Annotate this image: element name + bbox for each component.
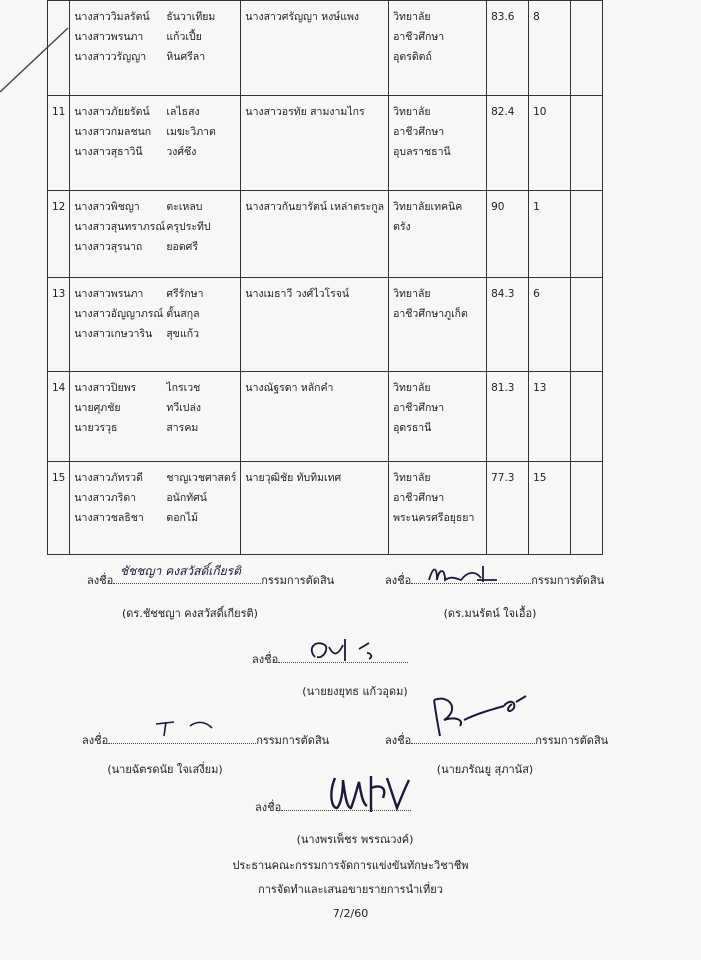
table-row bbox=[48, 462, 603, 555]
member-name bbox=[74, 122, 236, 142]
member-last-name: ยอดศรี bbox=[166, 241, 198, 253]
member-first-name: นายวรวุธ bbox=[74, 422, 118, 434]
blank-cell bbox=[571, 372, 603, 462]
role-label: กรรมการตัดสิน bbox=[531, 574, 605, 587]
score-cell: 83.6 bbox=[487, 1, 529, 96]
score-cell: 84.3 bbox=[487, 278, 529, 372]
member-first-name: นางสาวภริดา bbox=[74, 492, 137, 504]
blank-cell bbox=[571, 1, 603, 96]
member-name bbox=[74, 488, 236, 508]
chair-handwritten-signature bbox=[325, 768, 415, 816]
member-last-name: หินศรีลา bbox=[166, 51, 206, 63]
teacher-cell: นางสาวศรัญญา หงษ์แพง bbox=[241, 1, 389, 96]
teacher-cell: นางเมธาวี วงศ์ไวโรจน์ bbox=[241, 278, 389, 372]
member-last-name: สารคม bbox=[166, 422, 199, 434]
role-label: กรรมการตัดสิน bbox=[261, 574, 335, 587]
row-number-cell bbox=[48, 1, 70, 96]
score-cell: 82.4 bbox=[487, 96, 529, 191]
member-name bbox=[74, 284, 236, 304]
blank-cell bbox=[571, 278, 603, 372]
chair-name: (นางพรเพ็ชร พรรณวงค์) bbox=[296, 833, 414, 846]
sign-label: ลงชื่อ bbox=[255, 801, 282, 814]
school-cell bbox=[389, 1, 487, 96]
member-first-name: นางสาวภัทรวดี bbox=[74, 472, 143, 484]
sign-label: ลงชื่อ bbox=[385, 574, 412, 587]
rank-cell: 1 bbox=[529, 191, 571, 278]
judge-2-name: (ดร.มนรัตน์ ใจเอื้อ) bbox=[443, 607, 537, 620]
member-name bbox=[74, 378, 236, 398]
teacher-cell: นางณัฐรดา หลักคำ bbox=[241, 372, 389, 462]
teacher-cell: นางสาวอรทัย สามงามไกร bbox=[241, 96, 389, 191]
judge-5-handwritten-signature bbox=[420, 690, 530, 740]
member-first-name: นางสาวเกษวาริน bbox=[74, 328, 153, 340]
members-cell bbox=[70, 372, 241, 462]
member-last-name: ครุประทีป bbox=[166, 221, 211, 233]
member-name bbox=[74, 468, 236, 488]
member-last-name: แก้วเปี้ย bbox=[166, 31, 202, 43]
member-first-name: นางสาวชลธิชา bbox=[74, 512, 144, 524]
rank-cell: 8 bbox=[529, 1, 571, 96]
member-first-name: นางสาวพรนภา bbox=[74, 288, 144, 300]
document-date: 7/2/60 bbox=[332, 907, 369, 920]
member-first-name: นางสาวสุรนาถ bbox=[74, 241, 143, 253]
members-cell bbox=[70, 96, 241, 191]
school-cell bbox=[389, 372, 487, 462]
member-first-name: นางสาววิมลรัตน์ bbox=[74, 11, 150, 23]
sign-label: ลงชื่อ bbox=[385, 734, 412, 747]
member-last-name: ไกรเวช bbox=[166, 382, 201, 394]
school-line: ตรัง bbox=[393, 221, 411, 233]
member-last-name: สุขแก้ว bbox=[166, 328, 199, 340]
judge-3-name: (นายยงยุทธ แก้วอุดม) bbox=[302, 685, 408, 698]
school-line: วิทยาลัย bbox=[393, 472, 431, 484]
judge-3-handwritten-signature bbox=[305, 635, 395, 665]
member-first-name: นางสาวภัยยรัตน์ bbox=[74, 106, 150, 118]
school-line: อุตรดิตถ์ bbox=[393, 51, 432, 63]
judge-4-name: (นายฉัตรดนัย ใจเสงี่ยม) bbox=[107, 763, 223, 776]
table-row bbox=[48, 1, 603, 96]
judge-2-handwritten-signature bbox=[425, 560, 505, 588]
judge-1-handwritten-signature: ชัชชญา คงสวัสดิ์เกียรติ bbox=[120, 564, 241, 578]
member-name bbox=[74, 47, 236, 67]
school-line: อุบลราชธานี bbox=[393, 146, 451, 158]
rank-cell: 13 bbox=[529, 372, 571, 462]
row-number-cell: 13 bbox=[48, 278, 70, 372]
member-last-name: ดอกไม้ bbox=[166, 512, 199, 524]
school-line: อาชีวศึกษา bbox=[393, 126, 445, 138]
member-last-name: ทวีเปล่ง bbox=[166, 402, 202, 414]
member-name bbox=[74, 398, 236, 418]
school-line: อาชีวศึกษาภูเก็ต bbox=[393, 308, 468, 320]
blank-cell bbox=[571, 462, 603, 555]
rank-cell: 6 bbox=[529, 278, 571, 372]
members-cell bbox=[70, 278, 241, 372]
score-cell: 81.3 bbox=[487, 372, 529, 462]
results-table bbox=[47, 0, 603, 555]
sign-label: ลงชื่อ bbox=[82, 734, 109, 747]
member-first-name: นางสาวพรนภา bbox=[74, 31, 144, 43]
member-name bbox=[74, 102, 236, 122]
score-cell: 90 bbox=[487, 191, 529, 278]
member-first-name: นางสาวสุนทราภรณ์ bbox=[74, 221, 166, 233]
member-name bbox=[74, 418, 236, 438]
school-cell bbox=[389, 278, 487, 372]
member-name bbox=[74, 217, 236, 237]
member-name bbox=[74, 324, 236, 344]
row-number-cell: 11 bbox=[48, 96, 70, 191]
role-label: กรรมการตัดสิน bbox=[256, 734, 330, 747]
member-first-name: นางสาวสุธาวินี bbox=[74, 146, 143, 158]
school-line: อาชีวศึกษา bbox=[393, 31, 445, 43]
chair-title-2: การจัดทำและเสนอขายรายการนำเที่ยว bbox=[258, 883, 443, 896]
judge-5-name: (นายภรัณยู สุภานัส) bbox=[436, 763, 534, 776]
member-name bbox=[74, 304, 236, 324]
teacher-cell: นายวุฒิชัย ทับทิมเทศ bbox=[241, 462, 389, 555]
member-first-name: นางสาวปิยพร bbox=[74, 382, 137, 394]
member-first-name: นางสาววรัญญา bbox=[74, 51, 147, 63]
score-cell: 77.3 bbox=[487, 462, 529, 555]
member-first-name: นายศุภชัย bbox=[74, 402, 121, 414]
members-cell bbox=[70, 462, 241, 555]
member-name bbox=[74, 197, 236, 217]
school-line: วิทยาลัย bbox=[393, 106, 431, 118]
role-label: กรรมการตัดสิน bbox=[535, 734, 609, 747]
member-last-name: ศรีรักษา bbox=[166, 288, 204, 300]
member-name bbox=[74, 7, 236, 27]
member-first-name: นางสาวกมลชนก bbox=[74, 126, 152, 138]
member-last-name: อนักทัศน์ bbox=[166, 492, 207, 504]
teacher-cell: นางสาวกันยารัตน์ เหล่าตระกูล bbox=[241, 191, 389, 278]
school-line: พระนครศรีอยุธยา bbox=[393, 512, 475, 524]
school-line: อุดรธานี bbox=[393, 422, 432, 434]
member-first-name: นางสาวอัญญาภรณ์ bbox=[74, 308, 164, 320]
school-line: วิทยาลัย bbox=[393, 382, 431, 394]
member-name bbox=[74, 142, 236, 162]
sign-label: ลงชื่อ bbox=[87, 574, 114, 587]
judge-1-name: (ดร.ชัชชญา คงสวัสดิ์เกียรติ) bbox=[122, 607, 258, 620]
member-last-name: ตั้นสกุล bbox=[166, 308, 200, 320]
table-row bbox=[48, 372, 603, 462]
row-number-cell: 15 bbox=[48, 462, 70, 555]
rank-cell: 10 bbox=[529, 96, 571, 191]
judge-4-handwritten-signature bbox=[150, 716, 220, 740]
school-cell bbox=[389, 462, 487, 555]
member-name bbox=[74, 508, 236, 528]
school-line: อาชีวศึกษา bbox=[393, 492, 445, 504]
member-last-name: ธันวาเทียม bbox=[166, 11, 216, 23]
school-cell bbox=[389, 191, 487, 278]
members-cell bbox=[70, 1, 241, 96]
chair-title-1: ประธานคณะกรรมการจัดการแข่งขันทักษะวิชาชีพ bbox=[232, 859, 469, 872]
school-line: วิทยาลัย bbox=[393, 11, 431, 23]
school-line: อาชีวศึกษา bbox=[393, 402, 445, 414]
table-row bbox=[48, 191, 603, 278]
member-last-name: เลไธสง bbox=[166, 106, 200, 118]
members-cell bbox=[70, 191, 241, 278]
school-line: วิทยาลัย bbox=[393, 288, 431, 300]
member-last-name: เมฆะวิภาต bbox=[166, 126, 216, 138]
member-name bbox=[74, 27, 236, 47]
blank-cell bbox=[571, 191, 603, 278]
table-row bbox=[48, 278, 603, 372]
member-last-name: วงศ์ซึง bbox=[166, 146, 197, 158]
member-name bbox=[74, 237, 236, 257]
row-number-cell: 12 bbox=[48, 191, 70, 278]
sign-label: ลงชื่อ bbox=[252, 653, 279, 666]
member-first-name: นางสาวพิชญา bbox=[74, 201, 140, 213]
blank-cell bbox=[571, 96, 603, 191]
row-number-cell: 14 bbox=[48, 372, 70, 462]
rank-cell: 15 bbox=[529, 462, 571, 555]
member-last-name: ตะเหลบ bbox=[166, 201, 203, 213]
member-last-name: ชาญเวชศาสตร์ bbox=[166, 472, 237, 484]
school-line: วิทยาลัยเทคนิค bbox=[393, 201, 463, 213]
table-row bbox=[48, 96, 603, 191]
school-cell bbox=[389, 96, 487, 191]
